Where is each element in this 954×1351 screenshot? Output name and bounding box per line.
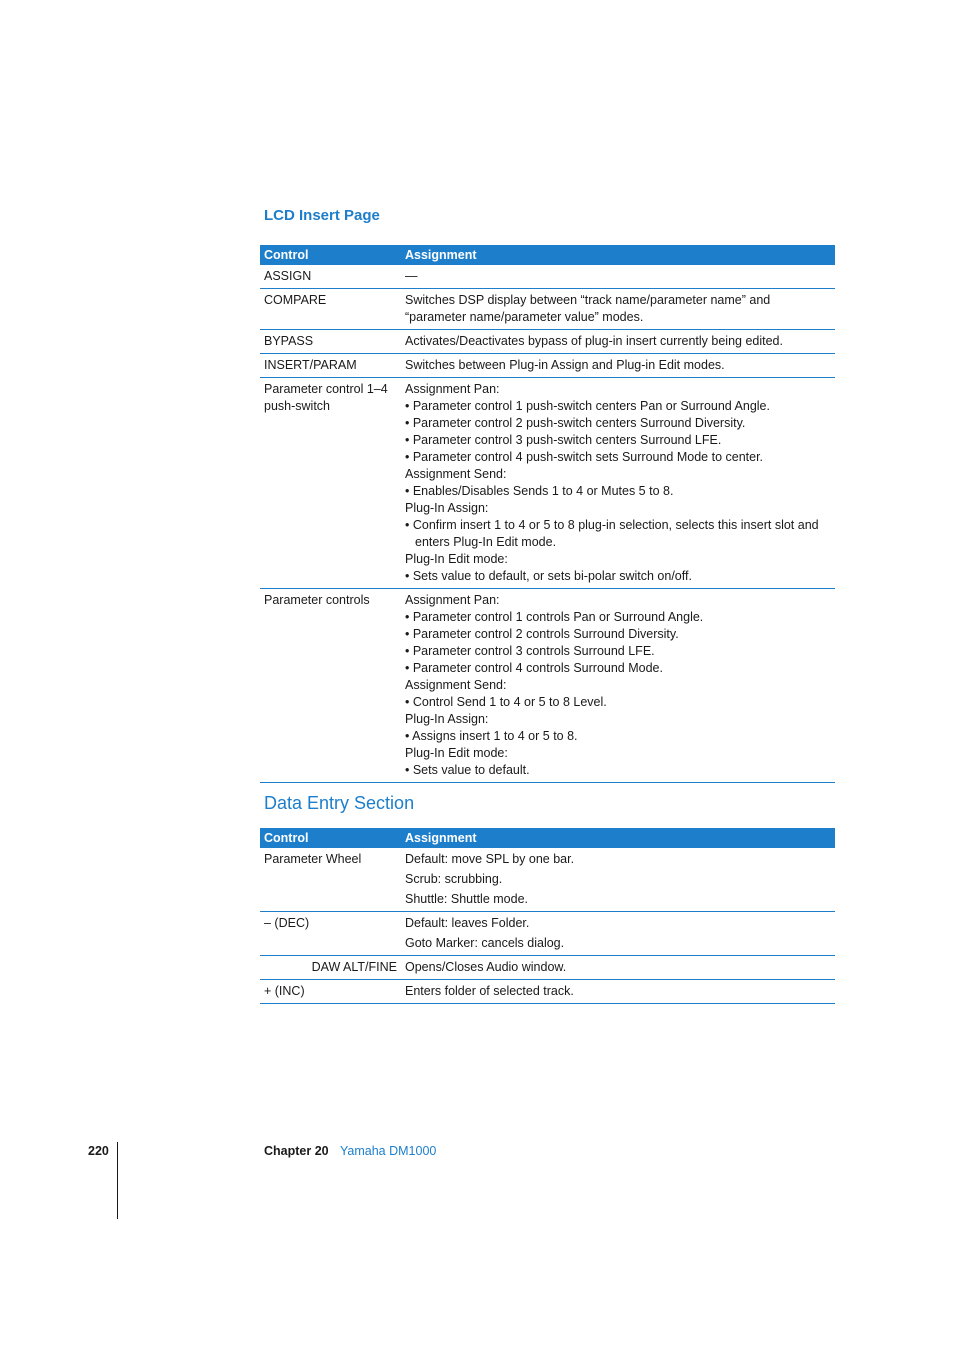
column-header-control: Control: [260, 828, 401, 848]
control-cell: DAW ALT/FINE: [260, 956, 401, 980]
table-header-row: [260, 245, 835, 265]
assignment-line: Plug-In Assign:: [405, 712, 489, 726]
data-entry-table-body: [260, 848, 835, 1004]
control-cell: ASSIGN: [260, 265, 401, 289]
assignment-line: Switches between Plug-in Assign and Plug-in Edit modes.: [405, 358, 725, 372]
bullet-item: • Enables/Disables Sends 1 to 4 or Mutes 5 to 8.: [405, 484, 674, 498]
column-header-assignment: Assignment: [401, 828, 835, 848]
assignment-cell: [401, 980, 835, 1004]
assignment-line: Assignment Pan:: [405, 382, 500, 396]
lcd-insert-table-body: [260, 265, 835, 783]
control-cell: Parameter Wheel: [260, 848, 401, 912]
assignment-cell: [401, 848, 835, 912]
assignment-cell: [401, 589, 835, 783]
assignment-line: Plug-In Edit mode:: [405, 552, 508, 566]
section-title-lcd-insert-page: LCD Insert Page: [264, 207, 380, 224]
control-cell: BYPASS: [260, 330, 401, 354]
control-cell: INSERT/PARAM: [260, 354, 401, 378]
assignment-line: Assignment Send:: [405, 467, 507, 481]
assignment-line: Plug-In Assign:: [405, 501, 489, 515]
table-row: [260, 980, 835, 1004]
assignment-line: Shuttle: Shuttle mode.: [405, 892, 528, 906]
table-row: [260, 354, 835, 378]
assignment-cell: [401, 289, 835, 330]
assignment-line: Assignment Send:: [405, 678, 507, 692]
assignment-line: Plug-In Edit mode:: [405, 746, 508, 760]
control-cell: – (DEC): [260, 912, 401, 956]
footer-book-title: Yamaha DM1000: [340, 1144, 437, 1158]
table-row: [260, 289, 835, 330]
bullet-item: • Assigns insert 1 to 4 or 5 to 8.: [405, 729, 578, 743]
control-cell: Parameter controls: [260, 589, 401, 783]
bullet-item: • Parameter control 4 controls Surround Mode.: [405, 661, 663, 675]
assignment-line: Enters folder of selected track.: [405, 984, 574, 998]
bullet-item: • Parameter control 1 controls Pan or Surround Angle.: [405, 610, 704, 624]
table-row: [260, 589, 835, 783]
bullet-item: • Parameter control 3 controls Surround LFE.: [405, 644, 655, 658]
assignment-cell: [401, 354, 835, 378]
bullet-item: • Sets value to default.: [405, 763, 530, 777]
table-row: [260, 378, 835, 589]
control-cell: + (INC): [260, 980, 401, 1004]
assignment-line: Scrub: scrubbing.: [405, 872, 503, 886]
table-row: [260, 848, 835, 912]
footer-divider: [117, 1142, 118, 1219]
assignment-line: Activates/Deactivates bypass of plug-in insert currently being edited.: [405, 334, 783, 348]
section-title-data-entry: Data Entry Section: [264, 793, 415, 813]
assignment-line: Default: move SPL by one bar.: [405, 852, 575, 866]
table-row: [260, 912, 835, 956]
assignment-cell: [401, 330, 835, 354]
page-number: 220: [88, 1144, 109, 1158]
assignment-cell: [401, 912, 835, 956]
data-entry-table: [260, 828, 835, 1004]
assignment-line: Default: leaves Folder.: [405, 916, 530, 930]
bullet-item: • Control Send 1 to 4 or 5 to 8 Level.: [405, 695, 607, 709]
bullet-item: • Parameter control 4 push-switch sets Surround Mode to center.: [405, 450, 764, 464]
control-cell: COMPARE: [260, 289, 401, 330]
control-cell: Parameter control 1–4 push-switch: [260, 378, 401, 589]
bullet-item: • Confirm insert 1 to 4 or 5 to 8 plug-in selection, selects this insert slot and enters Plug-In Edit mode.: [405, 518, 819, 549]
bullet-item: • Parameter control 1 push-switch centers Pan or Surround Angle.: [405, 399, 770, 413]
bullet-item: • Parameter control 3 push-switch centers Surround LFE.: [405, 433, 722, 447]
assignment-cell: [401, 956, 835, 980]
footer-chapter: Chapter 20: [264, 1144, 329, 1158]
bullet-item: • Parameter control 2 push-switch centers Surround Diversity.: [405, 416, 746, 430]
column-header-control: Control: [260, 245, 401, 265]
column-header-assignment: Assignment: [401, 245, 835, 265]
table-header-row: [260, 828, 835, 848]
assignment-line: Switches DSP display between “track name/parameter name” and “parameter name/parameter value” modes.: [405, 293, 771, 324]
assignment-line: Assignment Pan:: [405, 593, 500, 607]
assignment-cell: [401, 265, 835, 289]
table-row: [260, 330, 835, 354]
table-row: [260, 956, 835, 980]
assignment-line: Goto Marker: cancels dialog.: [405, 936, 565, 950]
bullet-item: • Parameter control 2 controls Surround Diversity.: [405, 627, 679, 641]
assignment-line: Opens/Closes Audio window.: [405, 960, 567, 974]
assignment-cell: [401, 378, 835, 589]
bullet-item: • Sets value to default, or sets bi-polar switch on/off.: [405, 569, 692, 583]
lcd-insert-table: [260, 245, 835, 783]
table-row: [260, 265, 835, 289]
assignment-line: —: [405, 269, 418, 283]
